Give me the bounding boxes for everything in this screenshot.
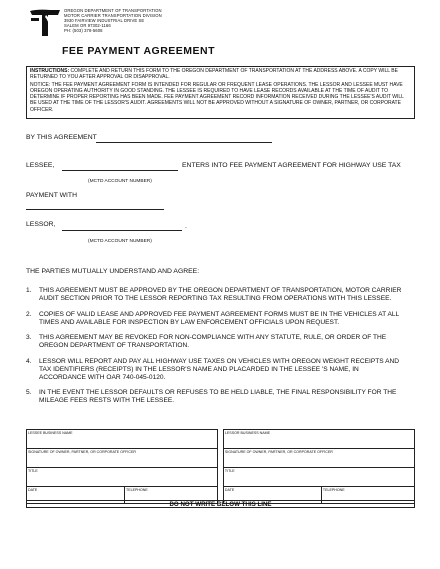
lessee-signature-field[interactable] — [27, 449, 218, 468]
field-label: SIGNATURE OF OWNER, PARTNER, OR CORPORATE OFFICER — [224, 450, 333, 454]
signature-table — [26, 429, 415, 504]
notice-paragraph: NOTICE: THE FEE PAYMENT AGREEMENT FORM IS INTENDED FOR REGULAR OR FREQUENT LEASE OPERATIONS. THE LESSOR AND LESSEE MUST HAVE OREGON OPERATING AUTHORITY IN GOOD STANDING. THE LESSEE IS REQUIRED TO HAVE LEASE RECORDS AVAILABLE AT THE TIME OF AUDIT TO DETERMINE IF PROPER REPORTING HAS BEEN MADE. FEE PAYMENT AGREEMENT RECORD INFORMATION RECEIVED DURING THE LESSEE'S AUDIT WILL BE USED AT THE TIME OF THE LESSOR'S AUDIT. AGREEMENTS WILL NOT BE APPROVED WITHOUT A SIGNATURE OF OWNER, PARTNER, OR CORPORATE OFFICER. — [30, 82, 404, 113]
lessee-statement: ENTERS INTO FEE PAYMENT AGREEMENT FOR HIGHWAY USE TAX — [182, 162, 401, 169]
lessee-account-note: (MCTD ACCOUNT NUMBER) — [88, 179, 152, 184]
list-item — [26, 389, 406, 405]
lessee-label: LESSEE, — [26, 162, 55, 169]
term-number: 4. — [26, 357, 32, 365]
term-text: LESSOR WILL REPORT AND PAY ALL HIGHWAY USE TAXES ON VEHICLES WITH OREGON WEIGHT RECEIPTS AND TAX IDENTIFIERS (RECEIPTS) IN THE LESSOR'S NAME AND PLACARDED IN THE LESSEE 'S NAME, IN ACCORDANCE WITH OAR 740-045-0120. — [39, 357, 400, 381]
odot-logo-icon — [28, 8, 62, 38]
lessor-business-name-field[interactable] — [223, 430, 414, 449]
by-this-agreement-label: BY THIS AGREEMENT — [26, 134, 97, 141]
list-item — [26, 334, 406, 350]
lessee-title-field[interactable] — [27, 468, 218, 487]
term-number: 5. — [26, 389, 32, 396]
lessor-signature-field[interactable] — [223, 449, 414, 468]
term-text: COPIES OF VALID LEASE AND APPROVED FEE PAYMENT AGREEMENT FORMS MUST BE IN THE VEHICLES AT ALL TIMES AND AVAILABLE FOR INSPECTION BY LAW ENFORCEMENT OFFICIALS UPON REQUEST. — [39, 310, 399, 326]
term-number: 2. — [26, 310, 32, 318]
lessor-title-field[interactable] — [223, 468, 414, 487]
lessor-period: . — [185, 223, 187, 230]
agency-address — [64, 8, 162, 33]
agency-line: OREGON DEPARTMENT OF TRANSPORTATION — [64, 8, 162, 13]
term-number: 1. — [26, 287, 32, 294]
agreement-date-field[interactable] — [96, 142, 272, 143]
agency-line: 3930 FAIRVIEW INDUSTRIAL DRIVE SE — [64, 18, 145, 23]
agency-line: MOTOR CARRIER TRANSPORTATION DIVISION — [64, 13, 162, 18]
lessee-name-field[interactable] — [62, 170, 178, 171]
instructions-label: INSTRUCTIONS: — [30, 68, 70, 74]
field-label: TELEPHONE — [322, 488, 345, 492]
lessor-label: LESSOR, — [26, 221, 56, 228]
parties-heading: THE PARTIES MUTUALLY UNDERSTAND AND AGREE: — [26, 268, 200, 275]
lessee-business-name-field[interactable] — [27, 430, 218, 449]
instructions-text: COMPLETE AND RETURN THIS FORM TO THE OREGON DEPARTMENT OF TRANSPORTATION AT THE ADDRESS ABOVE. A COPY WILL BE RETURNED TO YOU AFTER APPROVAL OR DISAPPROVAL. — [30, 68, 398, 81]
lessor-name-field[interactable] — [62, 230, 182, 231]
field-label: TITLE — [28, 469, 38, 473]
instructions-box — [26, 66, 415, 119]
instructions-paragraph — [30, 68, 411, 80]
field-label: DATE — [28, 488, 38, 492]
term-text: IN THE EVENT THE LESSOR DEFAULTS OR REFUSES TO BE HELD LIABLE, THE FINAL RESPONSIBILITY FOR THE MILEAGE FEES RESTS WITH THE LESSEE. — [39, 389, 397, 404]
term-text: THIS AGREEMENT MAY BE REVOKED FOR NON-COMPLIANCE WITH ANY STATUTE, RULE, OR ORDER OF THE OREGON DEPARTMENT OF TRANSPORTATION. — [39, 334, 387, 349]
list-item — [26, 287, 406, 303]
signature-section — [26, 429, 415, 501]
term-number: 3. — [26, 334, 32, 341]
agency-line: SALEM OR 97302-1166 — [64, 23, 111, 28]
terms-list — [26, 287, 406, 413]
page-title: FEE PAYMENT AGREEMENT — [62, 45, 216, 57]
lessor-account-note: (MCTD ACCOUNT NUMBER) — [88, 239, 152, 244]
field-label: LESSOR BUSINESS NAME — [224, 431, 271, 435]
field-label: DATE — [224, 488, 235, 492]
list-item — [26, 358, 406, 382]
payment-with-label: PAYMENT WITH — [26, 192, 77, 199]
field-label: TITLE — [224, 469, 235, 473]
field-label: TELEPHONE — [126, 488, 148, 492]
agency-line: PH: (503) 378-5608 — [64, 28, 103, 33]
list-item — [26, 311, 406, 327]
do-not-write-banner: DO NOT WRITE BELOW THIS LINE — [26, 500, 415, 508]
payment-with-field[interactable] — [26, 209, 164, 210]
field-label: SIGNATURE OF OWNER, PARTNER, OR CORPORATE OFFICER — [28, 450, 136, 454]
term-text: THIS AGREEMENT MUST BE APPROVED BY THE OREGON DEPARTMENT OF TRANSPORTATION, MOTOR CARRIER AUDIT SECTION PRIOR TO THE LESSOR REPORTING TAX RESULTING FROM OPERATIONS WITH THIS LESSEE. — [39, 287, 402, 302]
field-label: LESSEE BUSINESS NAME — [28, 431, 73, 435]
